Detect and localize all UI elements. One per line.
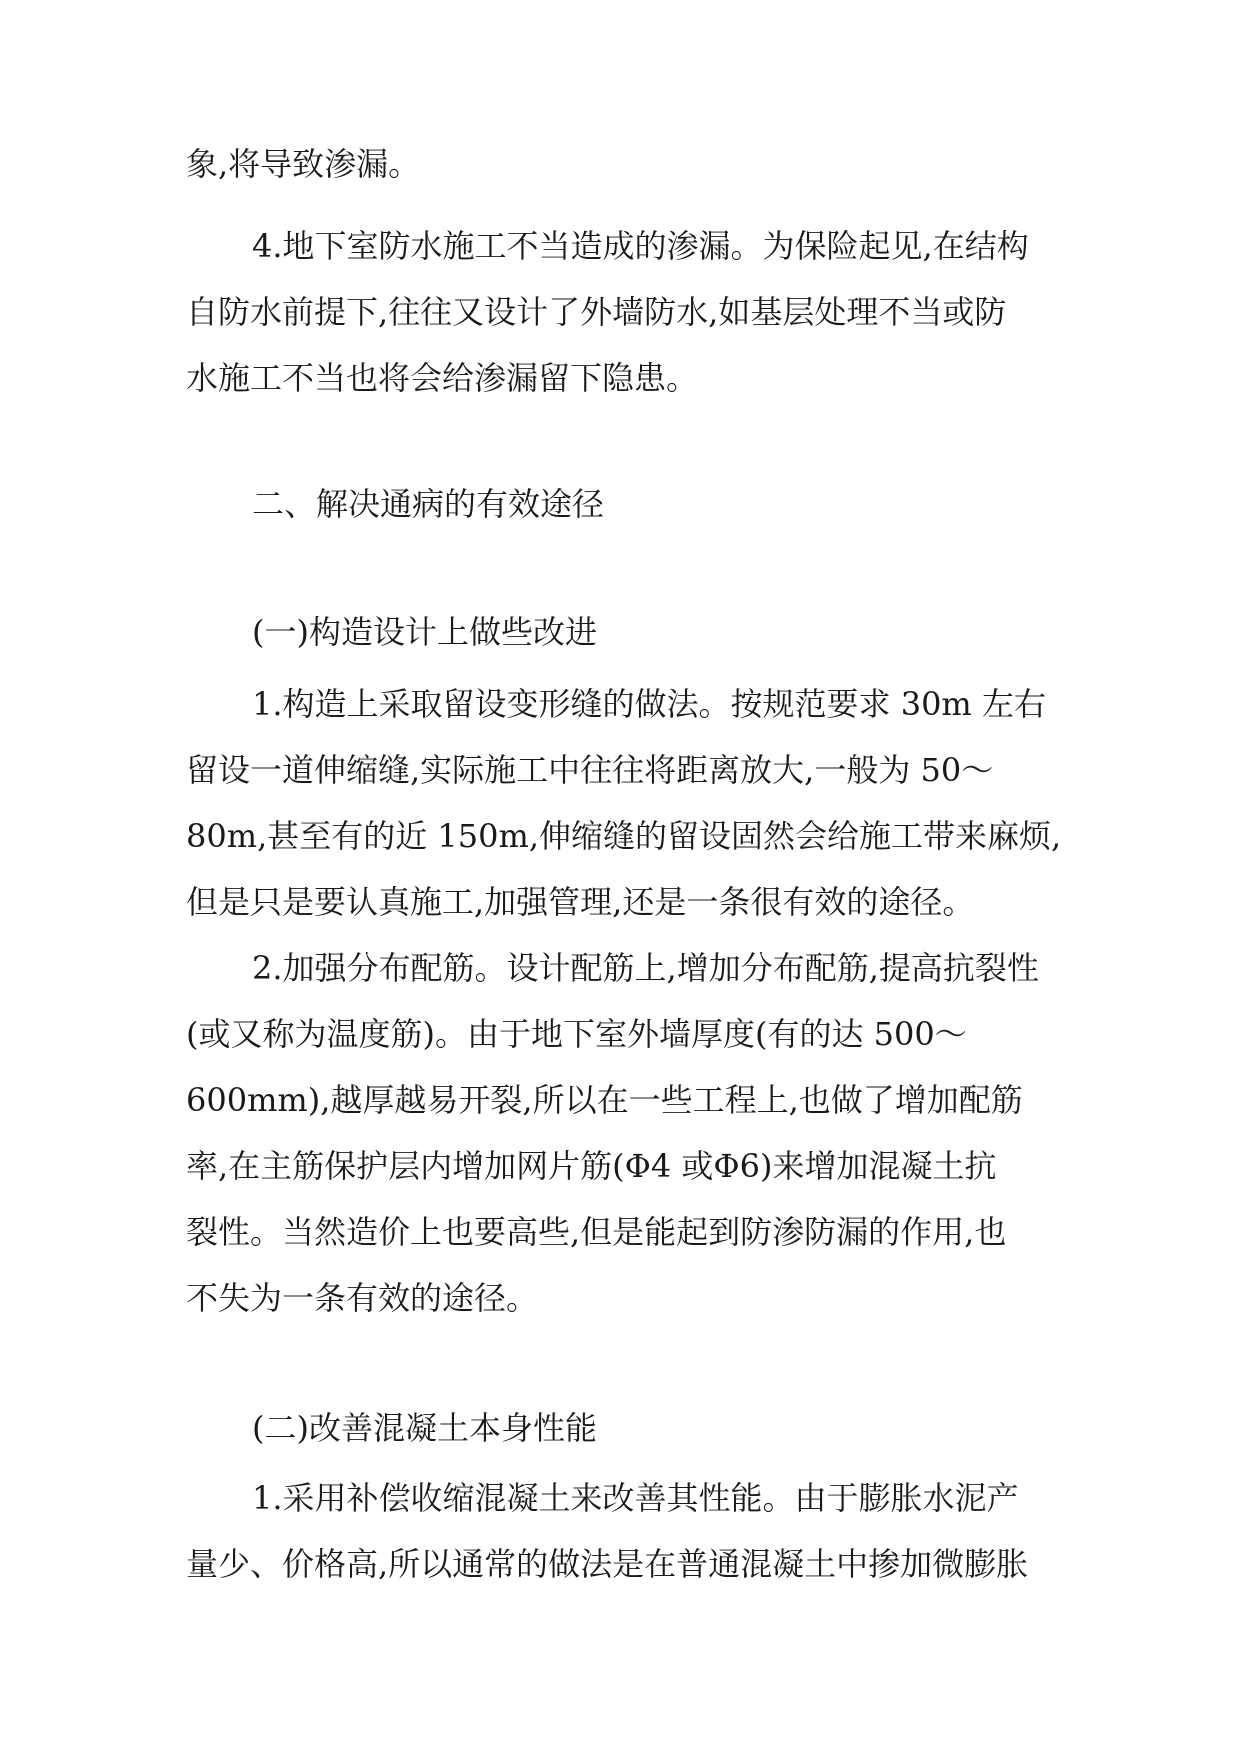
subsection-heading: (一)构造设计上做些改进 xyxy=(252,613,597,651)
subsection-heading: (二)改善混凝土本身性能 xyxy=(252,1409,597,1447)
paragraph-line: 80m,甚至有的近 150m,伸缩缝的留设固然会给施工带来麻烦, xyxy=(186,817,1062,855)
paragraph-line: 裂性。当然造价上也要高些,但是能起到防渗防漏的作用,也 xyxy=(186,1213,1007,1251)
paragraph-line: 象,将导致渗漏。 xyxy=(186,145,421,183)
paragraph-line: 留设一道伸缩缝,实际施工中往往将距离放大,一般为 50～ xyxy=(186,751,994,789)
paragraph-line: 水施工不当也将会给渗漏留下隐患。 xyxy=(186,359,699,397)
section-heading: 二、解决通病的有效途径 xyxy=(252,485,605,523)
paragraph-line: 自防水前提下,往往又设计了外墙防水,如基层处理不当或防 xyxy=(186,293,1007,331)
paragraph-line: 量少、价格高,所以通常的做法是在普通混凝土中掺加微膨胀 xyxy=(186,1545,1029,1583)
paragraph-line: 2.加强分布配筋。设计配筋上,增加分布配筋,提高抗裂性 xyxy=(252,949,1039,987)
paragraph-line: (或又称为温度筋)。由于地下室外墙厚度(有的达 500～ xyxy=(186,1015,967,1053)
paragraph-line: 率,在主筋保护层内增加网片筋(Φ4 或Φ6)来增加混凝土抗 xyxy=(186,1147,997,1185)
paragraph-line: 但是只是要认真施工,加强管理,还是一条很有效的途径。 xyxy=(186,883,975,921)
paragraph-line: 不失为一条有效的途径。 xyxy=(186,1279,539,1317)
paragraph-line: 600mm),越厚越易开裂,所以在一些工程上,也做了增加配筋 xyxy=(186,1081,1023,1119)
paragraph-line: 4.地下室防水施工不当造成的渗漏。为保险起见,在结构 xyxy=(252,227,1029,265)
paragraph-line: 1.采用补偿收缩混凝土来改善其性能。由于膨胀水泥产 xyxy=(252,1479,1019,1517)
paragraph-line: 1.构造上采取留设变形缝的做法。按规范要求 30m 左右 xyxy=(252,685,1046,723)
